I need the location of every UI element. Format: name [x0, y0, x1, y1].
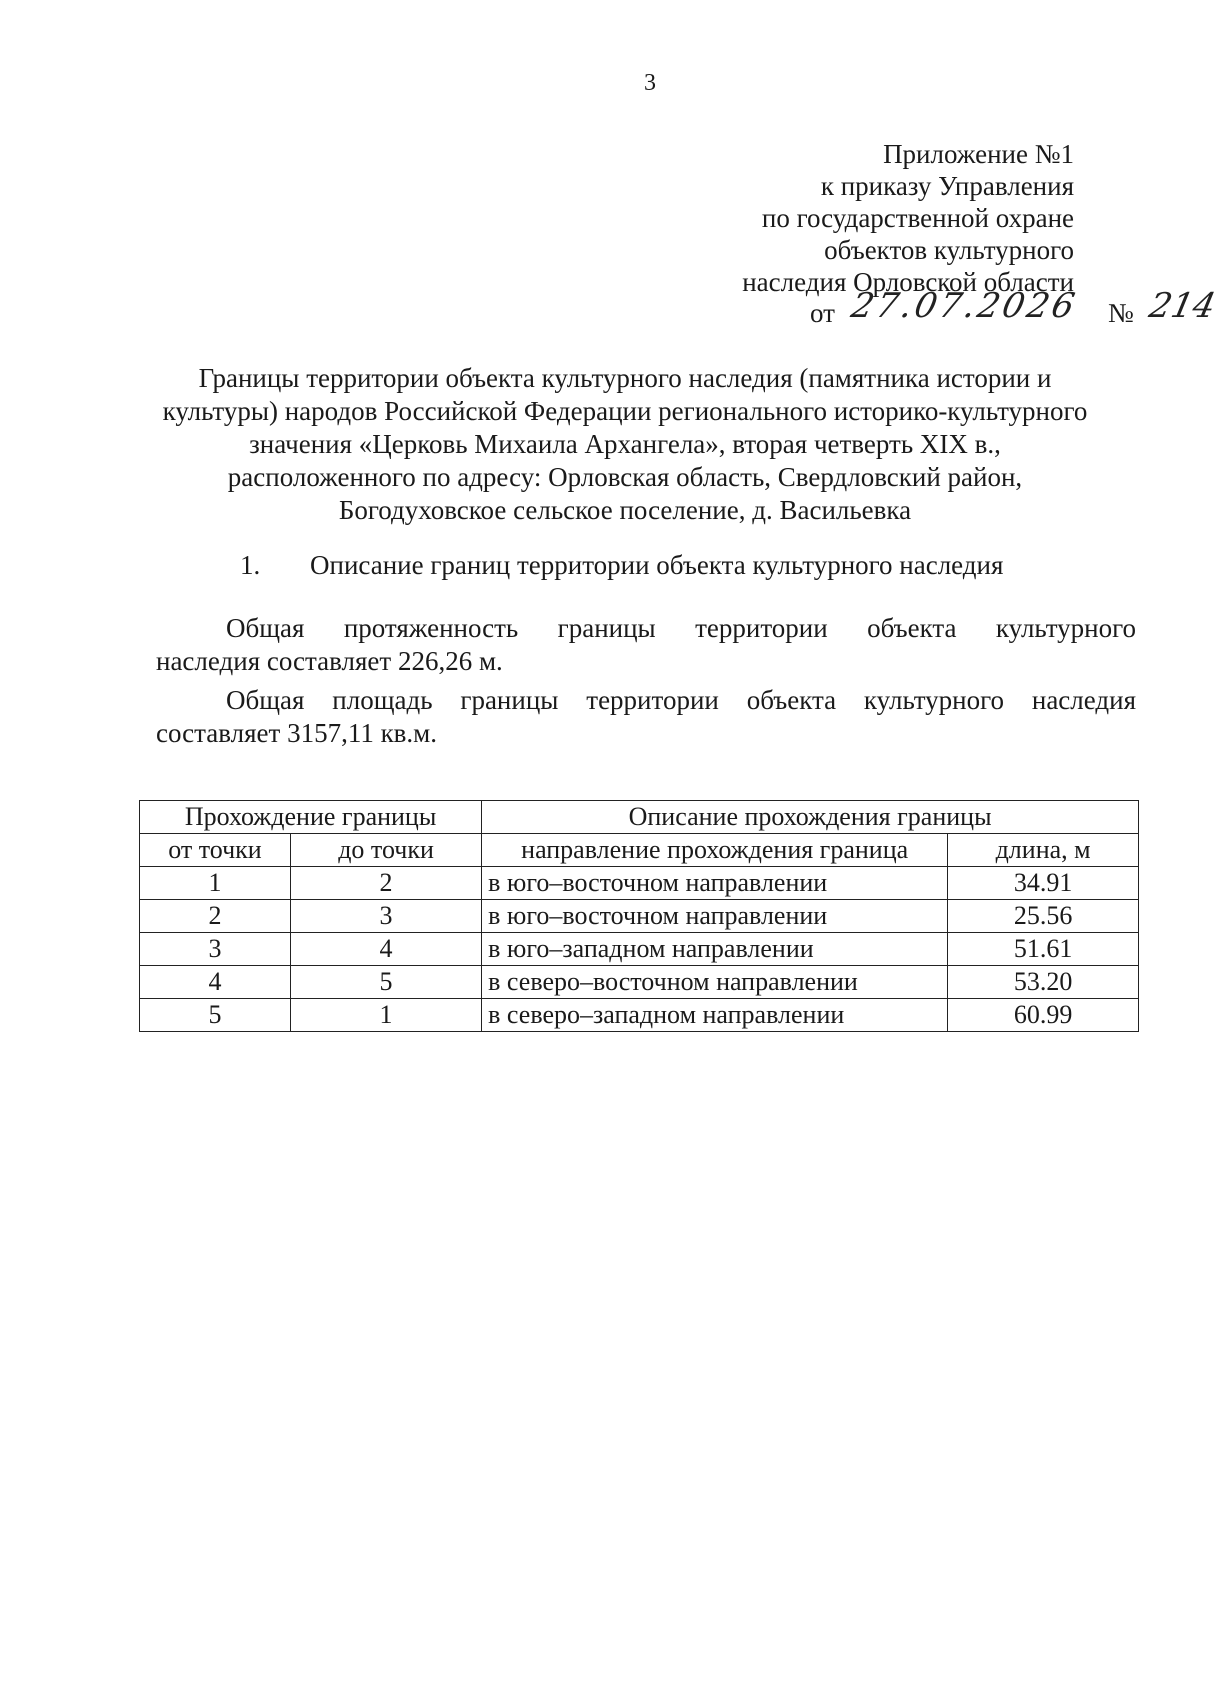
title-line: расположенного по адресу: Орловская область, Свердловский район, — [227, 462, 1023, 492]
header-group-description: Описание прохождения границы — [482, 801, 1139, 834]
cell-from: 4 — [140, 966, 291, 999]
appendix-line: к приказу Управления — [820, 171, 1074, 201]
table-row — [140, 933, 1139, 966]
paragraph-last-line: наследия составляет 226,26 м. — [156, 646, 503, 676]
word: культурного — [863, 685, 1005, 715]
cell-to: 5 — [290, 966, 481, 999]
cell-length: 34.91 — [948, 867, 1139, 900]
cell-to: 3 — [290, 900, 481, 933]
cell-to: 2 — [290, 867, 481, 900]
cell-length: 60.99 — [948, 999, 1139, 1032]
header-length: длина, м — [948, 834, 1139, 867]
section-heading-text: Описание границ территории объекта культурного наследия — [310, 550, 1004, 580]
cell-length: 53.20 — [948, 966, 1139, 999]
date-prefix: от — [810, 298, 835, 328]
word: Общая — [226, 685, 305, 715]
title-line: культуры) народов Российской Федерации регионального историко-культурного — [162, 396, 1088, 426]
table-row — [140, 999, 1139, 1032]
cell-from: 1 — [140, 867, 291, 900]
paragraph-length — [156, 612, 1136, 678]
cell-direction: в юго–восточном направлении — [482, 867, 948, 900]
section-number: 1. — [240, 550, 261, 580]
appendix-header — [742, 138, 1074, 298]
header-to-point: до точки — [290, 834, 481, 867]
word: территории — [586, 685, 719, 715]
appendix-line: по государственной охране — [761, 203, 1074, 233]
cell-length: 25.56 — [948, 900, 1139, 933]
paragraph-first-line — [156, 612, 1136, 645]
word: культурного — [995, 613, 1136, 643]
cell-from: 3 — [140, 933, 291, 966]
title-line: значения «Церковь Михаила Архангела», вторая четверть XIX в., — [249, 429, 1001, 459]
header-from-point: от точки — [140, 834, 291, 867]
word: Общая — [226, 613, 305, 643]
cell-to: 1 — [290, 999, 481, 1032]
word: объекта — [867, 613, 957, 643]
appendix-line: Приложение №1 — [883, 139, 1074, 169]
cell-direction: в северо–восточном направлении — [482, 966, 948, 999]
section-heading — [240, 550, 1003, 581]
cell-length: 51.61 — [948, 933, 1139, 966]
title-line: Богодуховское сельское поселение, д. Васильевка — [338, 495, 912, 525]
number-prefix: № — [1108, 298, 1134, 328]
boundary-table — [139, 800, 1139, 1032]
cell-direction: в юго–восточном направлении — [482, 900, 948, 933]
handwritten-number: 214 — [1145, 286, 1219, 326]
cell-direction: в северо–западном направлении — [482, 999, 948, 1032]
table-row — [140, 966, 1139, 999]
header-group-boundary: Прохождение границы — [140, 801, 482, 834]
document-title — [120, 362, 1130, 527]
paragraph-area — [156, 684, 1136, 750]
cell-direction: в юго–западном направлении — [482, 933, 948, 966]
table-row — [140, 867, 1139, 900]
header-direction: направление прохождения граница — [482, 834, 948, 867]
table-row — [140, 900, 1139, 933]
word: границы — [557, 613, 656, 643]
handwritten-date: 27.07.2026 — [847, 286, 1081, 326]
paragraph-first-line — [156, 684, 1136, 717]
word: протяженность — [343, 613, 519, 643]
cell-to: 4 — [290, 933, 481, 966]
word: границы — [460, 685, 559, 715]
word: наследия — [1031, 685, 1136, 715]
page-number: 3 — [644, 70, 656, 96]
appendix-line: объектов культурного — [824, 235, 1074, 265]
word: объекта — [746, 685, 837, 715]
cell-from: 5 — [140, 999, 291, 1032]
paragraph-last-line: составляет 3157,11 кв.м. — [156, 718, 438, 748]
title-line: Границы территории объекта культурного наследия (памятника истории и — [198, 363, 1052, 393]
appendix-line: наследия Орловской области — [742, 267, 1074, 297]
word: территории — [695, 613, 828, 643]
word: площадь — [332, 685, 433, 715]
cell-from: 2 — [140, 900, 291, 933]
order-date-number — [810, 286, 1219, 336]
